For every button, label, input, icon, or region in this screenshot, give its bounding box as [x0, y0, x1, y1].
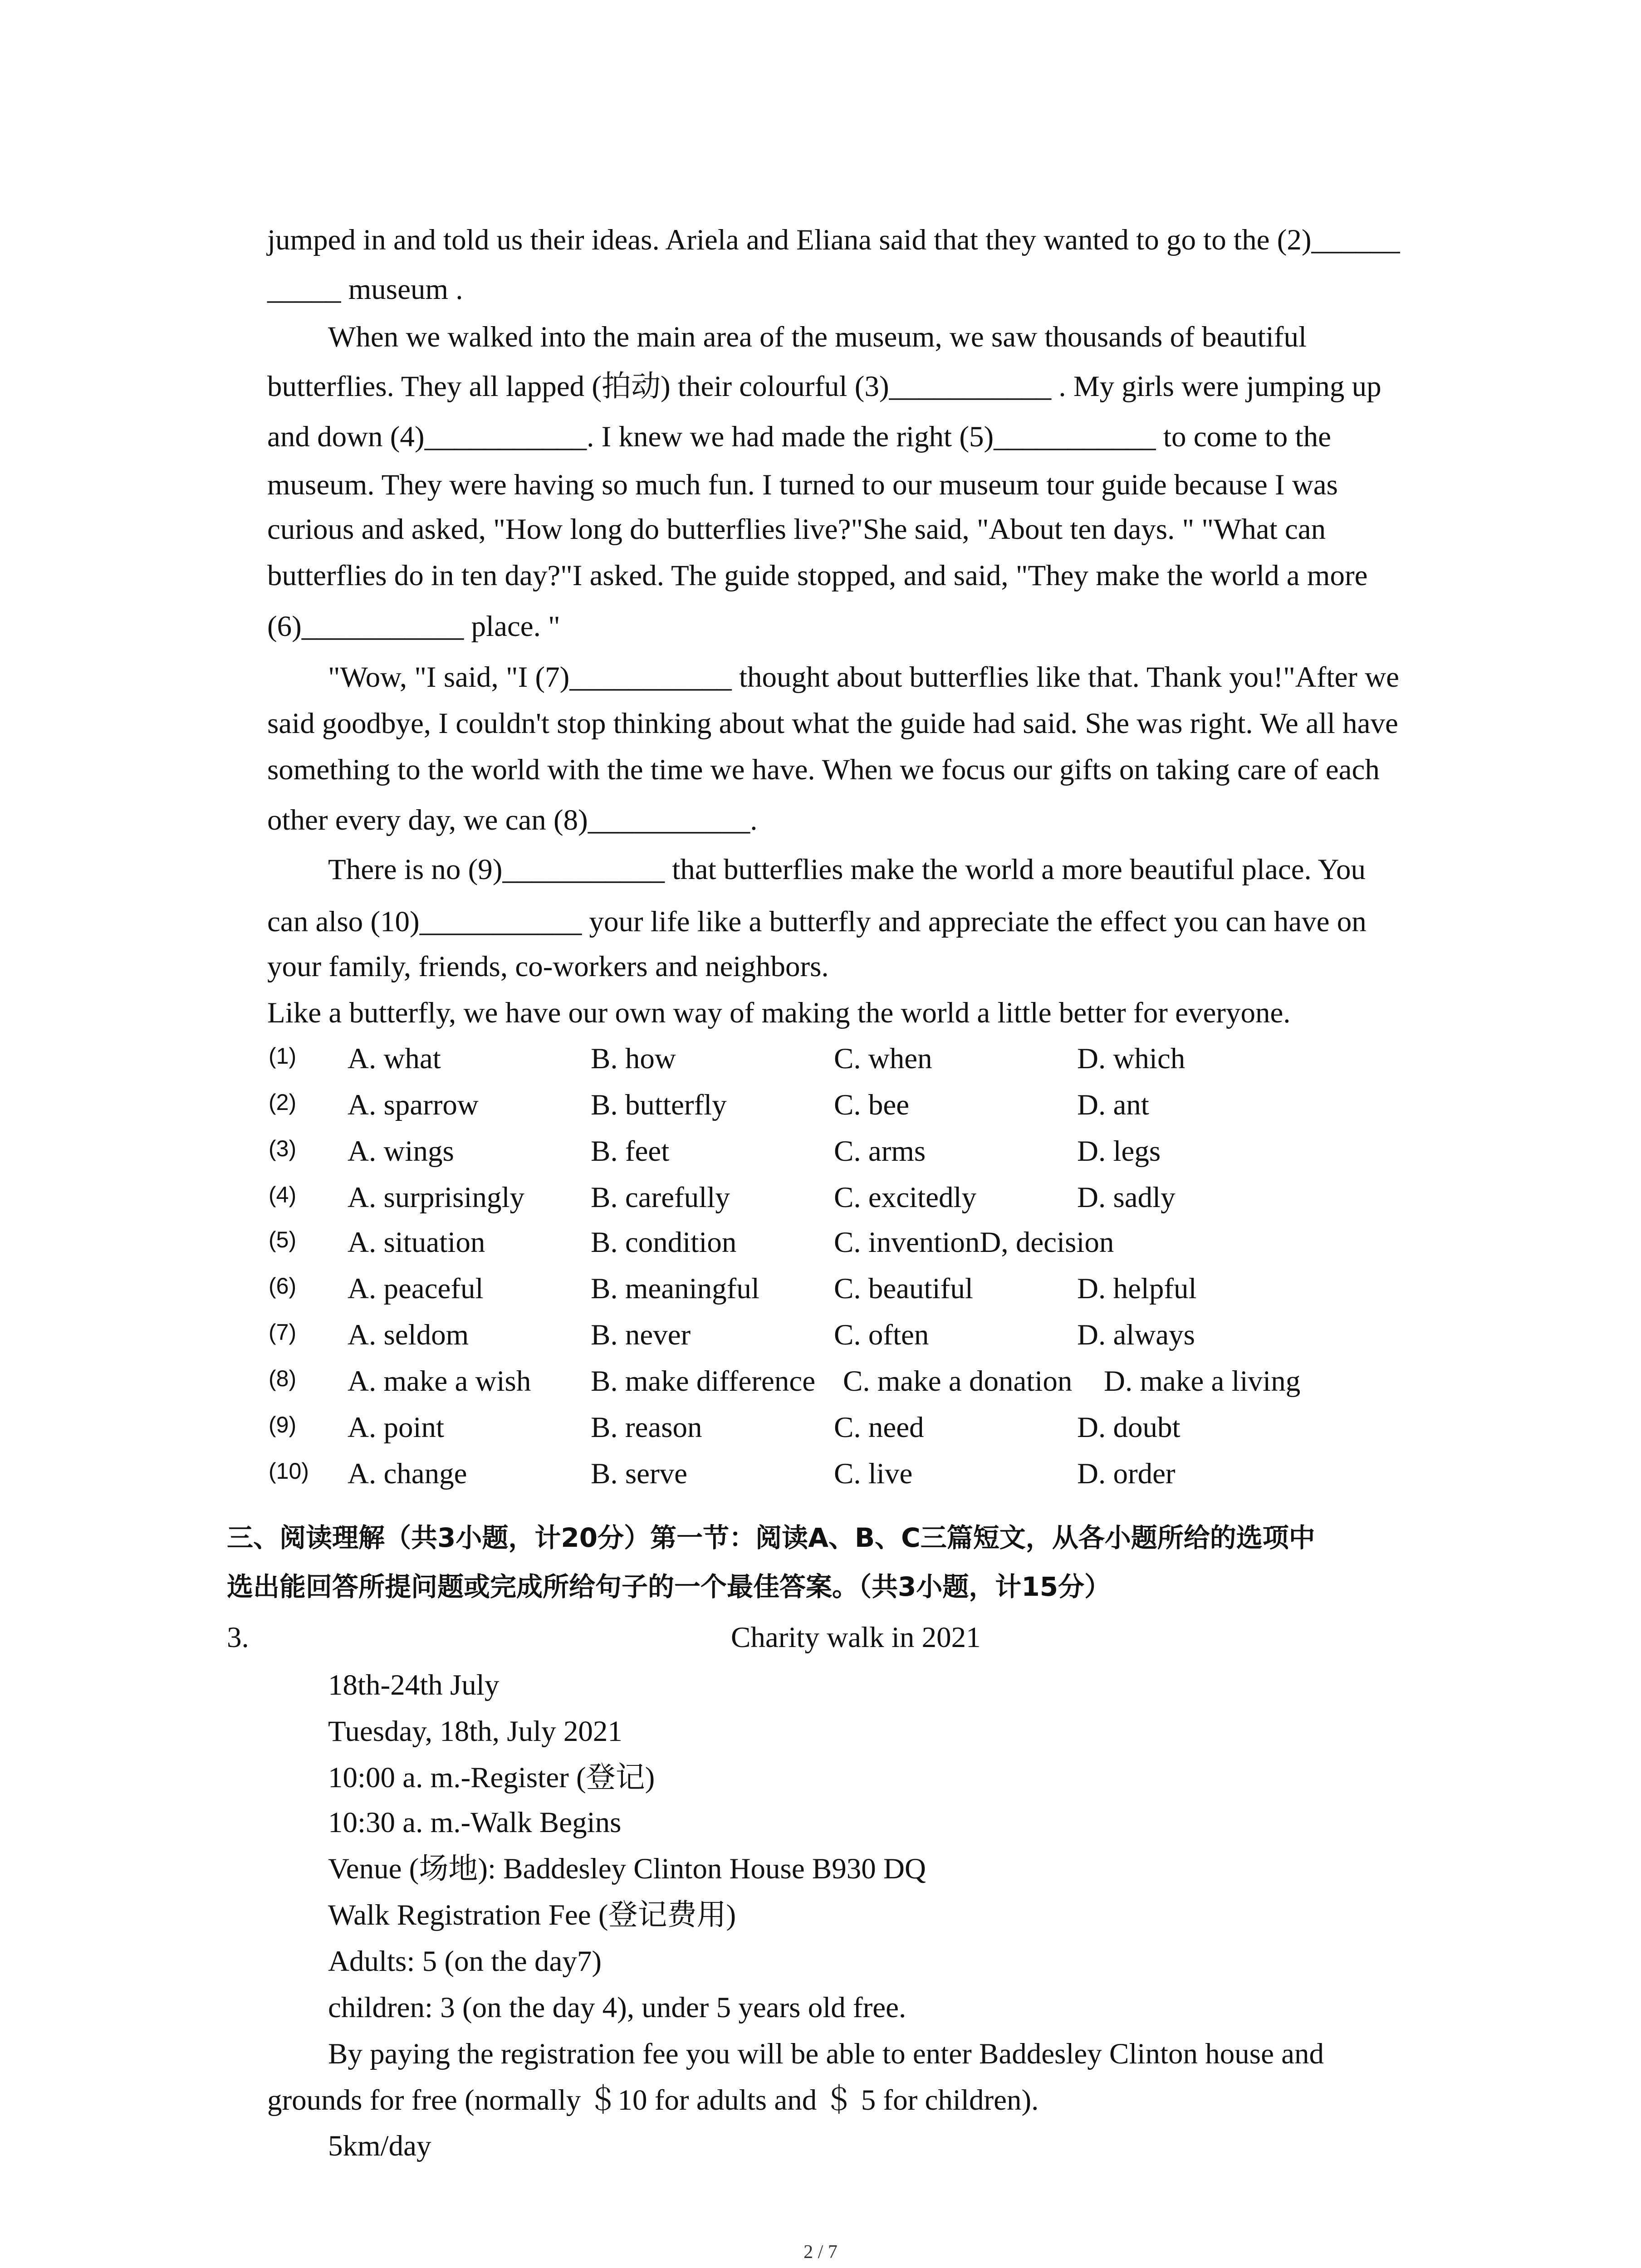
option-number: (7): [269, 1320, 297, 1345]
option-a: A. sparrow: [348, 1089, 479, 1121]
option-a: A. wings: [348, 1135, 454, 1168]
option-number: (1): [269, 1043, 297, 1069]
passage-line: said goodbye, I couldn't stop thinking about what the guide had said. She was right. We all have: [267, 707, 1398, 740]
option-c: C. make a donation: [843, 1365, 1073, 1398]
passage-line: curious and asked, "How long do butterflies live?"She said, "About ten days. " "What can: [267, 513, 1326, 546]
option-b: B. carefully: [591, 1181, 730, 1214]
question-line: Tuesday, 18th, July 2021: [328, 1715, 622, 1748]
passage-line: When we walked into the main area of the museum, we saw thousands of beautiful: [328, 321, 1307, 353]
question-line: 10:00 a. m.-Register (登记): [328, 1761, 655, 1794]
option-d: D. make a living: [1104, 1365, 1301, 1398]
section-heading-line: 三、阅读理解（共3小题，计20分）第一节：阅读A、B、C三篇短文，从各小题所给的选项中: [227, 1522, 1315, 1553]
option-d: D. sadly: [1077, 1181, 1176, 1214]
option-row: [0, 1317, 1641, 1353]
question-title: Charity walk in 2021: [731, 1621, 981, 1654]
passage-line: can also (10)___________ your life like a butterfly and appreciate the effect you can have on: [267, 905, 1367, 938]
option-b: B. feet: [591, 1135, 670, 1168]
option-b: B. condition: [591, 1226, 737, 1259]
option-d: D. helpful: [1077, 1272, 1197, 1305]
question-line: grounds for free (normally ＄10 for adults and ＄ 5 for children).: [267, 2084, 1039, 2116]
question-line: 10:30 a. m.-Walk Begins: [328, 1806, 622, 1839]
question-line: Venue (场地): Baddesley Clinton House B930 DQ: [328, 1853, 926, 1885]
option-row: [0, 1409, 1641, 1446]
question-line: Adults: 5 (on the day7): [328, 1945, 602, 1978]
option-b: B. serve: [591, 1457, 687, 1490]
question-line: 18th-24th July: [328, 1669, 500, 1701]
question-line: children: 3 (on the day 4), under 5 years old free.: [328, 1991, 906, 2024]
passage-line: _____ museum .: [267, 273, 463, 306]
option-number: (10): [269, 1458, 309, 1484]
option-c: C. excitedly: [834, 1181, 977, 1214]
option-number: (3): [269, 1136, 297, 1161]
option-d: D. always: [1077, 1319, 1195, 1351]
passage-line: something to the world with the time we have. When we focus our gifts on taking care of each: [267, 753, 1380, 786]
option-c: C. beautiful: [834, 1272, 973, 1305]
option-row: [0, 1224, 1641, 1261]
option-number: (6): [269, 1273, 297, 1299]
option-b: B. make difference: [591, 1365, 816, 1398]
passage-line: butterflies do in ten day?"I asked. The guide stopped, and said, "They make the world a more: [267, 559, 1368, 592]
question-line: 5km/day: [328, 2130, 431, 2162]
passage-line: museum. They were having so much fun. I turned to our museum tour guide because I was: [267, 469, 1338, 501]
option-row: [0, 1271, 1641, 1307]
option-row: [0, 1041, 1641, 1077]
question-number: 3.: [227, 1621, 249, 1654]
option-b: B. never: [591, 1319, 691, 1351]
option-c: C. need: [834, 1411, 924, 1444]
option-row: [0, 1133, 1641, 1169]
option-a: A. point: [348, 1411, 445, 1444]
passage-line: "Wow, "I said, "I (7)___________ thought about butterflies like that. Thank you!"After we: [328, 661, 1399, 694]
passage-line: Like a butterfly, we have our own way of making the world a little better for everyone.: [267, 997, 1291, 1029]
page-number: 2 / 7: [803, 2242, 838, 2263]
option-c: C. inventionD, decision: [834, 1226, 1114, 1259]
option-b: B. reason: [591, 1411, 702, 1444]
option-c: C. when: [834, 1042, 932, 1075]
passage-line: other every day, we can (8)___________.: [267, 804, 758, 836]
passage-line: There is no (9)___________ that butterflies make the world a more beautiful place. You: [328, 853, 1366, 886]
option-a: A. seldom: [348, 1319, 469, 1351]
option-a: A. peaceful: [348, 1272, 484, 1305]
option-number: (8): [269, 1366, 297, 1391]
option-a: A. what: [348, 1042, 441, 1075]
question-line: By paying the registration fee you will be able to enter Baddesley Clinton house and: [328, 2038, 1324, 2070]
option-c: C. often: [834, 1319, 929, 1351]
option-d: D. legs: [1077, 1135, 1161, 1168]
option-d: D. ant: [1077, 1089, 1149, 1121]
option-b: B. meaningful: [591, 1272, 759, 1305]
option-c: C. live: [834, 1457, 913, 1490]
option-a: A. situation: [348, 1226, 485, 1259]
option-d: D. order: [1077, 1457, 1176, 1490]
option-c: C. bee: [834, 1089, 910, 1121]
option-c: C. arms: [834, 1135, 926, 1168]
option-number: (5): [269, 1227, 297, 1252]
option-a: A. change: [348, 1457, 467, 1490]
option-d: D. doubt: [1077, 1411, 1181, 1444]
option-a: A. make a wish: [348, 1365, 531, 1398]
option-b: B. how: [591, 1042, 676, 1075]
passage-line: (6)___________ place. ": [267, 610, 560, 643]
question-line: Walk Registration Fee (登记费用): [328, 1899, 736, 1931]
passage-line: jumped in and told us their ideas. Ariela and Eliana said that they wanted to go to the (2)______: [267, 224, 1400, 256]
option-number: (9): [269, 1412, 297, 1437]
option-number: (4): [269, 1182, 297, 1207]
section-heading-line: 选出能回答所提问题或完成所给句子的一个最佳答案。（共3小题，计15分）: [227, 1571, 1111, 1602]
option-row: [0, 1087, 1641, 1123]
passage-line: and down (4)___________. I knew we had made the right (5)___________ to come to the: [267, 420, 1331, 453]
option-a: A. surprisingly: [348, 1181, 524, 1214]
option-number: (2): [269, 1090, 297, 1115]
option-d: D. which: [1077, 1042, 1185, 1075]
option-b: B. butterfly: [591, 1089, 727, 1121]
passage-line: butterflies. They all lapped (拍动) their colourful (3)___________ . My girls were jumping up: [267, 370, 1381, 403]
option-row: [0, 1456, 1641, 1492]
option-row: [0, 1179, 1641, 1216]
passage-line: your family, friends, co-workers and neighbors.: [267, 950, 829, 983]
option-row: [0, 1363, 1641, 1399]
